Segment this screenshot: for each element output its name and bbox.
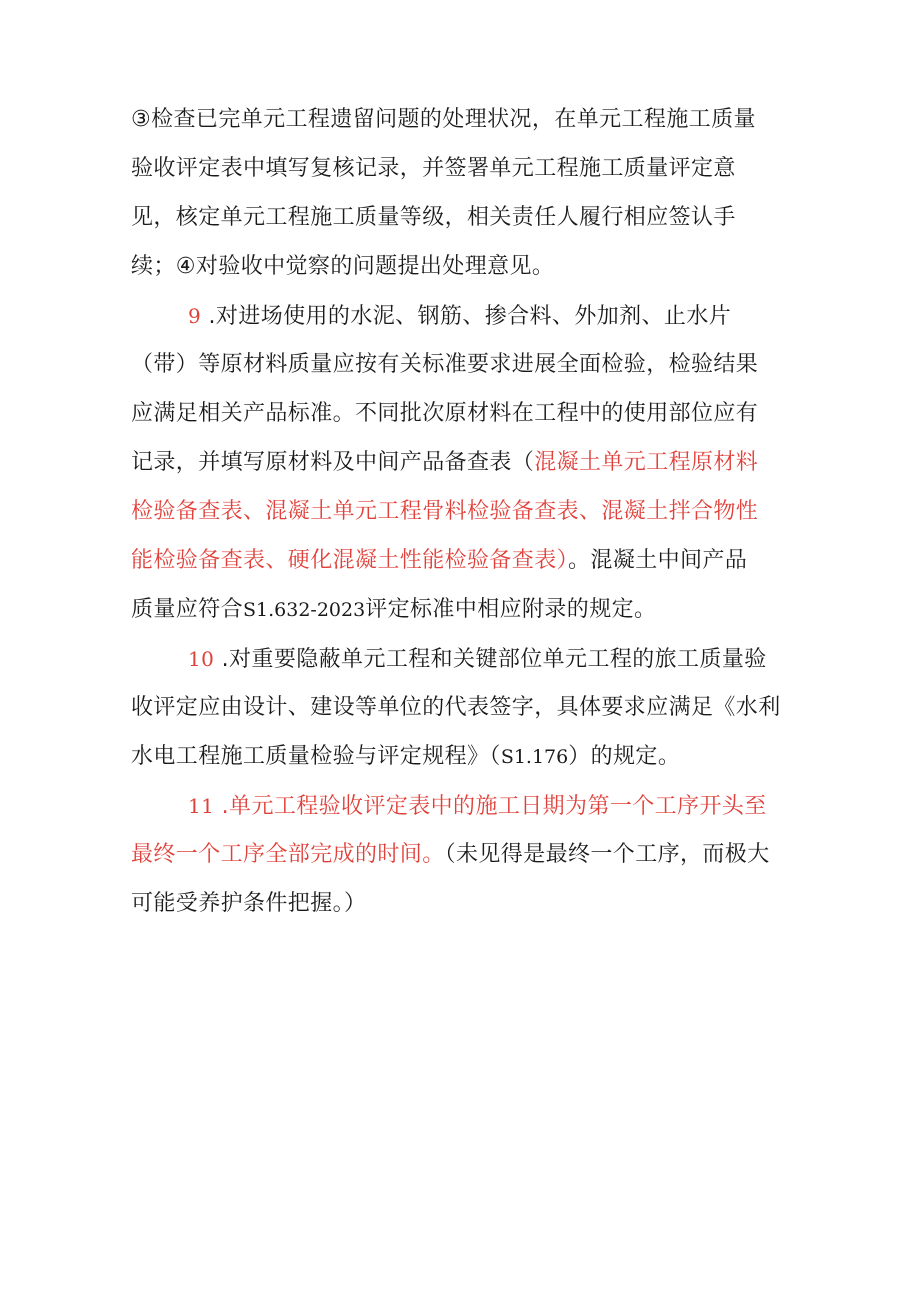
para-9-line-4 (131, 448, 758, 478)
para-9-line-2: （带）等原材料质量应按有关标准要求进展全面检验，检验结果 (131, 352, 759, 377)
para-11-line-2-black: （未见得是最终一个工序，而极大 (444, 842, 770, 867)
para-item3-line-2: 验收评定表中填写复核记录，并签署单元工程施工质量评定意 (131, 156, 736, 181)
para-9-standard-code: S1.632-2023 (243, 599, 366, 621)
para-10-line-3-pre: 水电工程施工质量检验与评定规程》（ (131, 744, 501, 769)
para-9-number: 9 (188, 304, 202, 328)
para-10-line-2: 收评定应由设计、建设等单位的代表签字，具体要求应满足《水利 (131, 695, 781, 720)
para-9-line-7 (131, 595, 656, 625)
para-10-line-3-post: ）的规定。 (568, 744, 681, 769)
para-9-line-7-pre: 质量应符合 (131, 597, 244, 622)
para-11-line-3: 可能受养护条件把握。） (131, 891, 367, 916)
para-item3-line-4: 续；④对验收中觉察的问题提出处理意见。 (131, 254, 555, 279)
para-9-line-7-post: 评定标准中相应附录的规定。 (365, 597, 657, 622)
para-11-line-2-red: 最终一个工序全部完成的时间。 (131, 842, 445, 867)
para-11-line-2 (131, 840, 770, 870)
para-item3-line-3: 见，核定单元工程施工质量等级，相关责任人履行相应签认手 (131, 205, 736, 230)
para-11-number: 11 (188, 794, 215, 818)
para-10-line-3 (131, 742, 680, 772)
para-11-line-1-text: .单元工程验收评定表中的施工日期为第一个工序开头至 (221, 794, 767, 819)
para-10-line-1-text: .对重要隐蔽单元工程和关键部位单元工程的旅工质量验 (221, 647, 767, 672)
para-9-line-6-black: 。混凝土中间产品 (568, 548, 748, 573)
para-9-line-6-red: 能检验备查表、硬化混凝土性能检验备查表） (131, 548, 569, 573)
para-9-line-1 (188, 301, 731, 332)
para-9-line-6 (131, 546, 747, 576)
para-9-line-3: 应满足相关产品标准。不同批次原材料在工程中的使用部位应有 (131, 401, 759, 426)
para-9-line-4-red: 混凝土单元工程原材料 (534, 450, 759, 475)
para-10-standard-code: S1.176 (500, 746, 569, 768)
para-11-line-1 (188, 791, 767, 822)
para-9-line-4-black: 记录，并填写原材料及中间产品备查表（ (131, 450, 535, 475)
para-9-line-1-text: .对进场使用的水泥、钢筋、掺合料、外加剂、止水片 (208, 304, 732, 329)
para-10-line-1 (188, 644, 767, 675)
para-10-number: 10 (188, 647, 215, 671)
para-item3-line-1: ③检查已完单元工程遗留问题的处理状况，在单元工程施工质量 (131, 107, 756, 132)
para-9-line-5: 检验备查表、混凝土单元工程骨料检验备查表、混凝土拌合物性 (131, 499, 759, 524)
